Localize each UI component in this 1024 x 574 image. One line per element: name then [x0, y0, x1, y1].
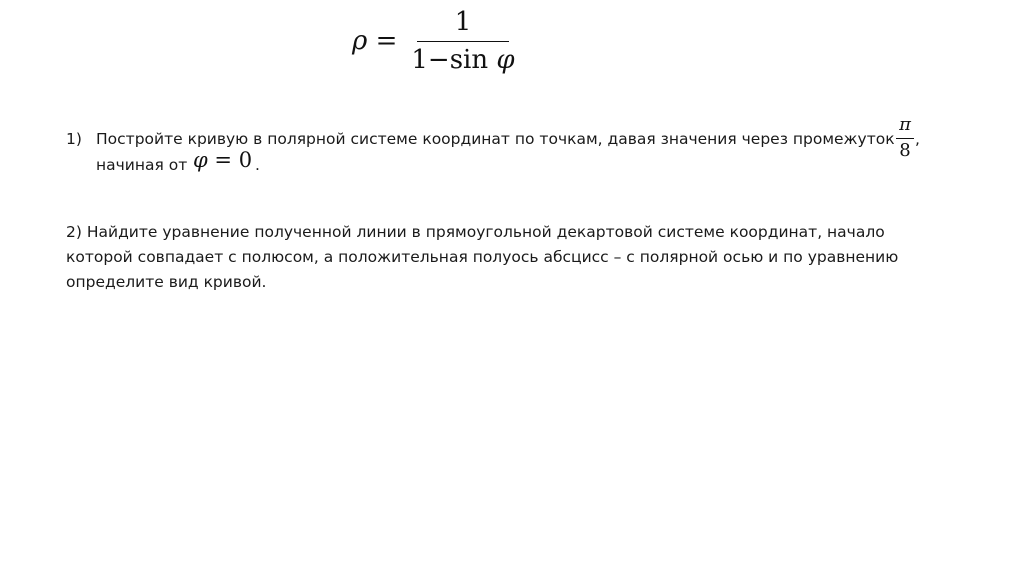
item2-line: 2) Найдите уравнение полученной линии в прямоугольной декартовой системе координат, начало [66, 223, 885, 241]
step-denominator: 8 [899, 139, 911, 161]
phi-value: 0 [238, 148, 253, 172]
step-numerator: π [899, 114, 911, 135]
step-fraction [896, 116, 914, 161]
phi-var: φ [193, 148, 208, 172]
formula-lhs [352, 26, 397, 56]
item1-line2-start: начиная от [96, 156, 188, 174]
item1-line2-end: . [255, 156, 260, 174]
item2-line: определите вид кривой. [66, 273, 267, 291]
formula-denominator [407, 46, 518, 75]
item2-line: которой совпадает с полюсом, а положительная полуось абсцисс – с полярной осью и по уравнению [66, 248, 899, 266]
formula-numerator: 1 [454, 7, 472, 37]
denominator-one: 1 [411, 45, 428, 76]
fraction-bar [417, 41, 509, 43]
phi-equals: = [214, 148, 233, 172]
rho-symbol: ρ [352, 26, 368, 57]
step-fraction-bar [896, 138, 914, 139]
minus-sign: − [427, 45, 450, 76]
item1-line1: Постройте кривую в полярной системе координат по точкам, давая значения через промежуток [96, 130, 895, 148]
sin-function: sin [449, 45, 489, 76]
phi-equation [193, 148, 252, 172]
item1-number: 1) [66, 130, 82, 148]
phi-symbol: φ [496, 45, 515, 76]
formula-fraction [407, 8, 518, 75]
main-formula [352, 8, 519, 75]
item2-paragraph [66, 220, 898, 295]
equals-sign: = [375, 26, 398, 57]
item1-comma: , [915, 130, 920, 148]
